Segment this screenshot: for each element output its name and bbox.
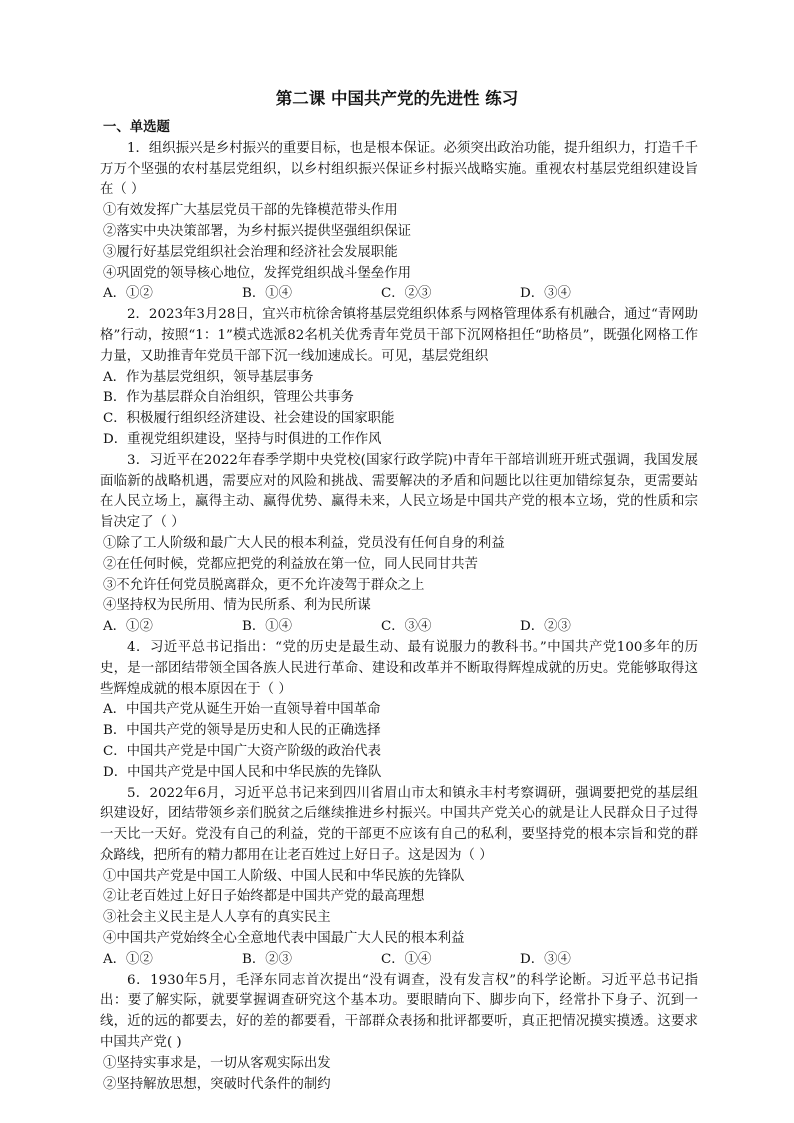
question-1 (100, 139, 698, 305)
choice-b: B．①④ (242, 619, 293, 635)
choice-b: B．①④ (242, 286, 293, 302)
question-stem: 5．2022年6月，习近平总书记来到四川省眉山市太和镇永丰村考察调研，强调要把党的基层组织建设好，团结带领乡亲们脱贫之后继续推进乡村振兴。中国共产党关心的就是让人民群众日子过得一天比一天好。党没有自己的利益，党的干部更不应该有自己的私利，要坚持党的根本宗旨和党的群众路线，把所有的精力都用在让老百姓过上好日子。这是因为（ ） (100, 785, 698, 863)
option: ①中国共产党是中国工人阶级、中国人民和中华民族的先锋队 (103, 868, 465, 884)
option: C．中国共产党是中国广大资产阶级的政治代表 (103, 743, 382, 759)
question-stem: 2．2023年3月28日，宜兴市杭徐舍镇将基层党组织体系与网格管理体系有机融合，通过“青网助格”行动，按照“1：1”模式选派82名机关优秀青年党员干部下沉网格担任“助格员”，既强化网格工作力量，又助推青年党员干部下沉一线加速成长。可见，基层党组织 (100, 307, 698, 364)
option: ④巩固党的领导核心地位，发挥党组织战斗堡垒作用 (103, 265, 411, 281)
question-3 (100, 451, 698, 638)
choice-d: D．③④ (520, 951, 571, 967)
option: C．积极履行组织经济建设、社会建设的国家职能 (103, 411, 395, 427)
option: D．重视党组织建设，坚持与时俱进的工作作风 (103, 431, 382, 447)
choice-d: D．②③ (520, 619, 571, 635)
option: ④中国共产党始终全心全意地代表中国最广大人民的根本利益 (103, 931, 465, 947)
option: A．中国共产党从诞生开始一直领导着中国革命 (103, 702, 381, 718)
choice-c: C．①④ (381, 951, 432, 967)
option: A．作为基层党组织，领导基层事务 (103, 369, 314, 385)
answer-choices (100, 950, 698, 971)
choice-a: A．①② (103, 286, 153, 302)
option: ②在任何时候，党都应把党的利益放在第一位，同人民同甘共苦 (103, 556, 478, 572)
answer-choices (100, 617, 698, 638)
choice-c: C．②③ (381, 286, 432, 302)
option: ④坚持权为民所用、情为民所系、利为民所谋 (103, 598, 371, 614)
question-2 (100, 305, 698, 451)
question-5 (100, 784, 698, 971)
choice-c: C．③④ (381, 619, 432, 635)
option: ①除了工人阶级和最广大人民的根本利益，党员没有任何自身的利益 (103, 535, 505, 551)
choice-a: A．①② (103, 951, 153, 967)
choice-a: A．①② (103, 619, 153, 635)
question-list (100, 118, 698, 1095)
option: ③履行好基层党组织社会治理和经济社会发展职能 (103, 244, 398, 260)
page-title: 第二课 中国共产党的先进性 练习 (275, 89, 519, 108)
option: B．作为基层群众自治组织，管理公共事务 (103, 390, 354, 406)
option: D．中国共产党是中国人民和中华民族的先锋队 (103, 764, 382, 780)
question-4 (100, 638, 698, 784)
question-stem: 1．组织振兴是乡村振兴的重要目标，也是根本保证。必须突出政治功能，提升组织力，打造千千万万个坚强的农村基层党组织，以乡村组织振兴保证乡村振兴战略实施。重视农村基层党组织建设旨在（ ） (100, 140, 698, 198)
option: ①有效发挥广大基层党员干部的先锋模范带头作用 (103, 203, 398, 219)
option: ③社会主义民主是人人享有的真实民主 (103, 910, 331, 926)
option: ②落实中央决策部署，为乡村振兴提供坚强组织保证 (103, 223, 411, 239)
option: ③不允许任何党员脱离群众，更不允许凌驾于群众之上 (103, 577, 425, 593)
question-stem: 6．1930年5月，毛泽东同志首次提出“没有调查，没有发言权”的科学论断。习近平总书记指出：要了解实际，就要掌握调查研究这个基本功。要眼睛向下、脚步向下，经常扑下身子、沉到一线，近的远的都要去，好的差的都要看，干部群众表扬和批评都要听，真正把情况摸实摸透。这要求中国共产党( ) (100, 972, 698, 1051)
question-stem: 4．习近平总书记指出：“党的历史是最生动、最有说服力的教科书。”中国共产党100多年的历史，是一部团结带领全国各族人民进行革命、建设和改革并不断取得辉煌成就的历史。党能够取得这些辉煌成就的根本原因在于（ ） (100, 639, 698, 697)
answer-choices (100, 284, 698, 305)
section-heading: 一、单选题 (103, 120, 170, 135)
choice-b: B．②③ (242, 951, 293, 967)
option: B．中国共产党的领导是历史和人民的正确选择 (103, 723, 381, 739)
question-6 (100, 971, 698, 1096)
choice-d: D．③④ (520, 286, 571, 302)
option: ②坚持解放思想，突破时代条件的制约 (103, 1076, 331, 1092)
option: ②让老百姓过上好日子始终都是中国共产党的最高理想 (103, 889, 425, 905)
option: ①坚持实事求是，一切从客观实际出发 (103, 1055, 331, 1071)
question-stem: 3．习近平在2022年春季学期中央党校(国家行政学院)中青年干部培训班开班式强调，我国发展面临新的战略机遇，需要应对的风险和挑战、需要解决的矛盾和问题比以往更加错综复杂，更需要站在人民立场上，赢得主动、赢得优势、赢得未来，人民立场是中国共产党的根本立场，党的性质和宗旨决定了（ ） (100, 452, 698, 531)
